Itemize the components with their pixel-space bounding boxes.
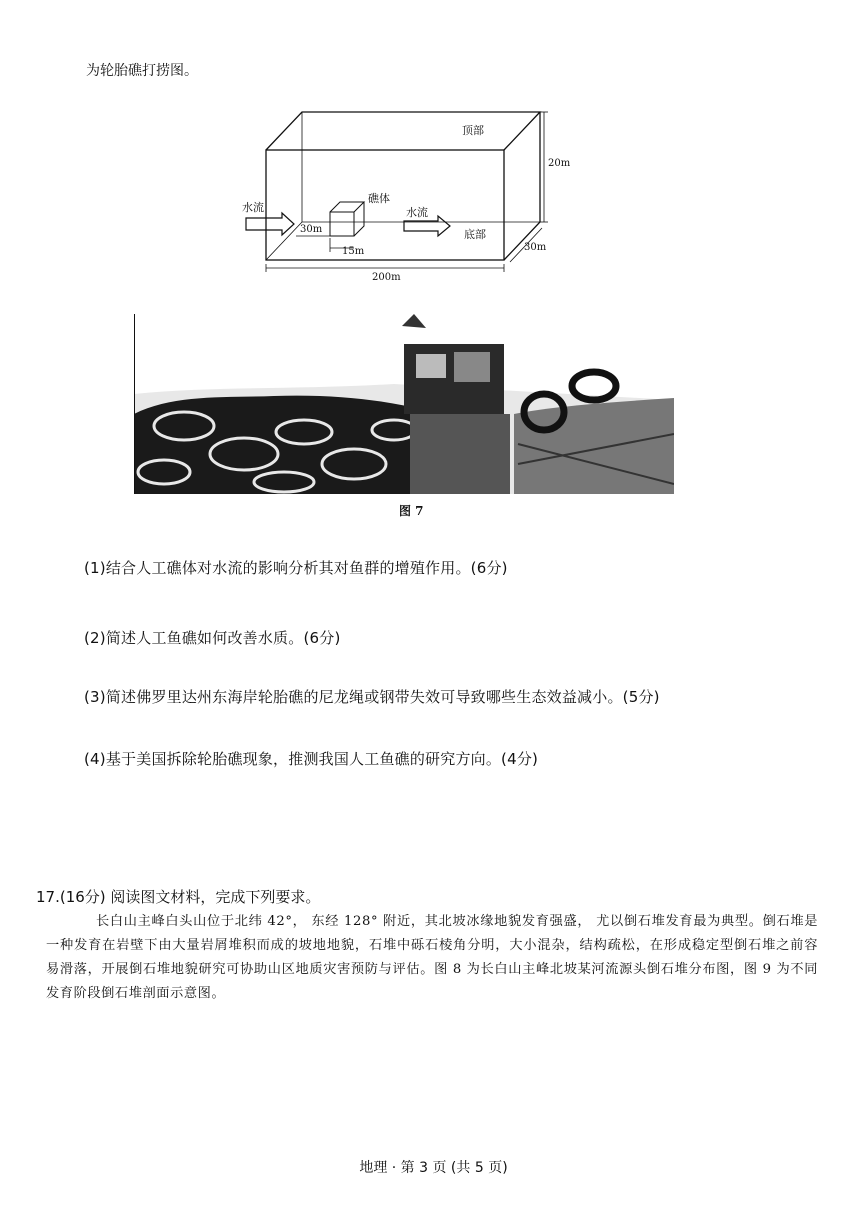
- label-dim-30-inner: 30m: [300, 224, 323, 235]
- label-reef: 礁体: [368, 192, 390, 205]
- question-17-heading: 17.(16分) 阅读图文材料，完成下列要求。: [36, 888, 321, 906]
- question-16-3: (3)简述佛罗里达州东海岸轮胎礁的尼龙绳或钢带失效可导致哪些生态效益减小。(5分): [84, 688, 660, 706]
- box-hidden-edge: [266, 222, 302, 260]
- intro-text: 为轮胎礁打捞图。: [86, 63, 198, 79]
- label-top: 顶部: [462, 124, 484, 137]
- label-height: 20m: [548, 158, 571, 169]
- question-16-2: (2)简述人工鱼礁如何改善水质。(6分): [84, 629, 341, 647]
- page-footer: 地理 · 第 3 页 (共 5 页): [359, 1160, 508, 1176]
- figure-7-caption: 图 7: [399, 504, 424, 518]
- label-flow-out: 水流: [406, 206, 428, 219]
- box-right-face: [504, 112, 540, 260]
- label-depth: 30m: [524, 242, 547, 253]
- tyre-pile: [134, 396, 424, 494]
- box-top-face: [266, 112, 540, 150]
- figure-6-diagram: [234, 104, 574, 284]
- reef-cube: [330, 202, 364, 236]
- figure-7-photo: [134, 314, 674, 494]
- question-17-body: 长白山主峰白头山位于北纬 42°， 东经 128° 附近，其北坡冰缘地貌发育强盛， 尤以倒石堆发育最为典型。倒石堆是一种发育在岩壁下由大量岩屑堆积而成的坡地地貌，石堆中砾石棱角分明，大小混杂，结构疏松，在形成稳定型倒石堆之前容易滑落，开展倒石堆地貌研究可协助山区地质灾害预防与评估。图 8 为长白山主峰北坡某河流源头倒石堆分布图，图 9 为不同发育阶段倒石堆剖面示意图。: [46, 914, 818, 1001]
- label-bottom: 底部: [464, 228, 486, 241]
- label-length: 200m: [372, 272, 401, 283]
- flow-arrow-out: [404, 216, 450, 236]
- question-16-4: (4)基于美国拆除轮胎礁现象，推测我国人工鱼礁的研究方向。(4分): [84, 750, 539, 768]
- question-16-1: (1)结合人工礁体对水流的影响分析其对鱼群的增殖作用。(6分): [84, 559, 508, 577]
- label-flow-in: 水流: [242, 201, 264, 214]
- flow-arrow-in: [246, 213, 294, 235]
- label-dim-15: 15m: [342, 246, 365, 257]
